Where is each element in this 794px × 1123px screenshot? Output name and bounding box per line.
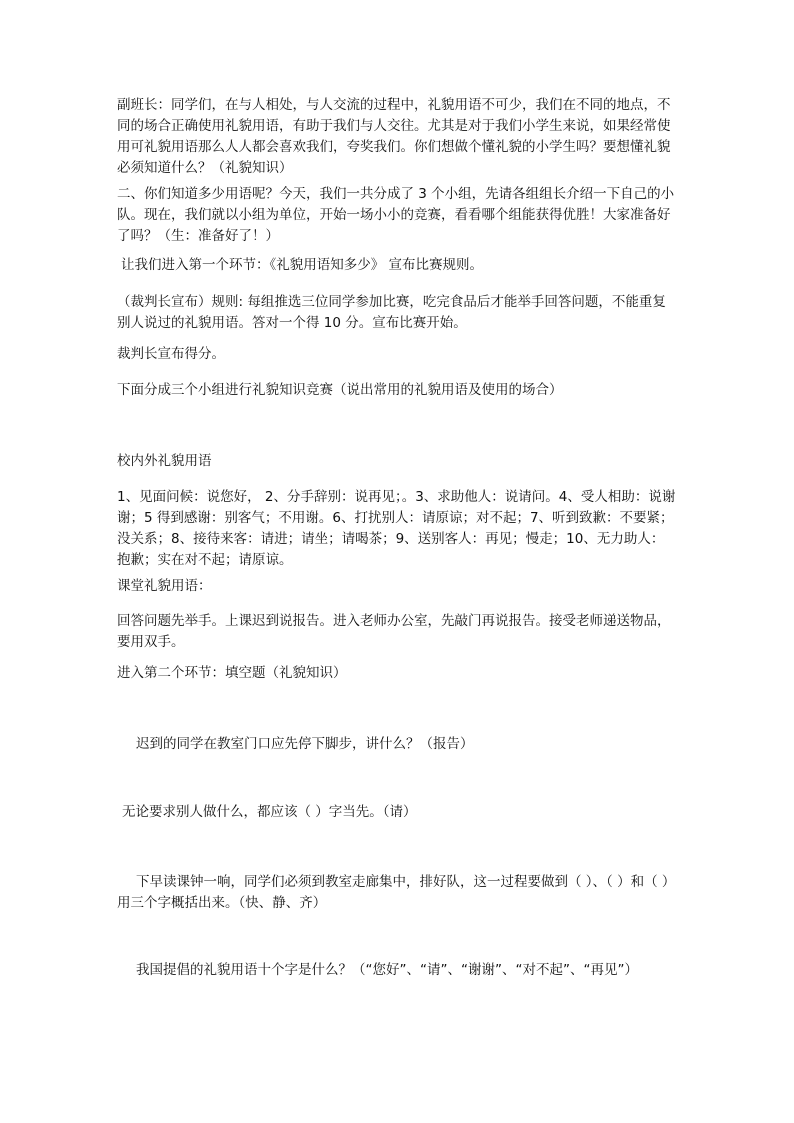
question-line-up: 下早读课钟一响，同学们必须到教室走廊集中，排好队，这一过程要做到（ ）、（ ）和（ ）用三个字概括出来。（快、静、齐） (117, 874, 676, 911)
paragraph-second-round: 进入第二个环节：填空题（礼貌知识） (117, 665, 347, 681)
question-late-student: 迟到的同学在教室门口应先停下脚步，讲什么？（报告） (136, 736, 474, 752)
paragraph-rules: （裁判长宣布）规则: 每组推选三位同学参加比赛，吃完食品后才能举手回答问题，不能重复别人说过的礼貌用语。答对一个得 10 分。宣布比赛开始。 (117, 294, 666, 331)
paragraph-group-intro: 二、你们知道多少用语呢？今天，我们一共分成了 3 个小组，先请各组组长介绍一下自己的小队。现在，我们就以小组为单位，开始一场小小的竞赛，看看哪个组能获得优胜！大家准备好了吗？（生：准备好了！） (117, 186, 675, 244)
section-heading-classroom-phrases: 课堂礼貌用语： (117, 578, 212, 594)
section-heading-campus-phrases: 校内外礼貌用语 (117, 453, 212, 469)
paragraph-phrase-list: 1、见面问候：说您好， 2、分手辞别：说再见；。3、求助他人：说请问。4、受人相助：说谢谢；5 得到感谢：别客气；不用谢。6、打扰别人：请原谅；对不起；7、听到致歉：不要紧；没关系；8、接待来客：请进；请坐；请喝茶；9、送别客人：再见；慢走；10、无力助人：抱歉；实在对不起；请原谅。 (117, 489, 676, 568)
paragraph-judge-score: 裁判长宣布得分。 (117, 346, 225, 362)
question-ten-characters: 我国提倡的礼貌用语十个字是什么？（“您好”、“请”、“谢谢”、“对不起”、“再见”） (136, 962, 638, 978)
paragraph-first-round: 让我们进入第一个环节：《礼貌用语知多少》 宣布比赛规则。 (121, 257, 484, 273)
question-please: 无论要求别人做什么，都应该（ ）字当先。（请） (122, 804, 417, 820)
paragraph-competition: 下面分成三个小组进行礼貌知识竞赛（说出常用的礼貌用语及使用的场合） (117, 382, 563, 398)
paragraph-vice-monitor-intro: 副班长：同学们，在与人相处，与人交流的过程中，礼貌用语不可少，我们在不同的地点，不同的场合正确使用礼貌用语，有助于我们与人交往。尤其是对于我们小学生来说，如果经常使用可礼貌用语那么人人都会喜欢我们，夸奖我们。你们想做个懂礼貌的小学生吗？要想懂礼貌必须知道什么？（礼貌知识） (117, 97, 671, 176)
paragraph-classroom-rules: 回答问题先举手。上课迟到说报告。进入老师办公室，先敲门再说报告。接受老师递送物品，要用双手。 (117, 613, 671, 650)
